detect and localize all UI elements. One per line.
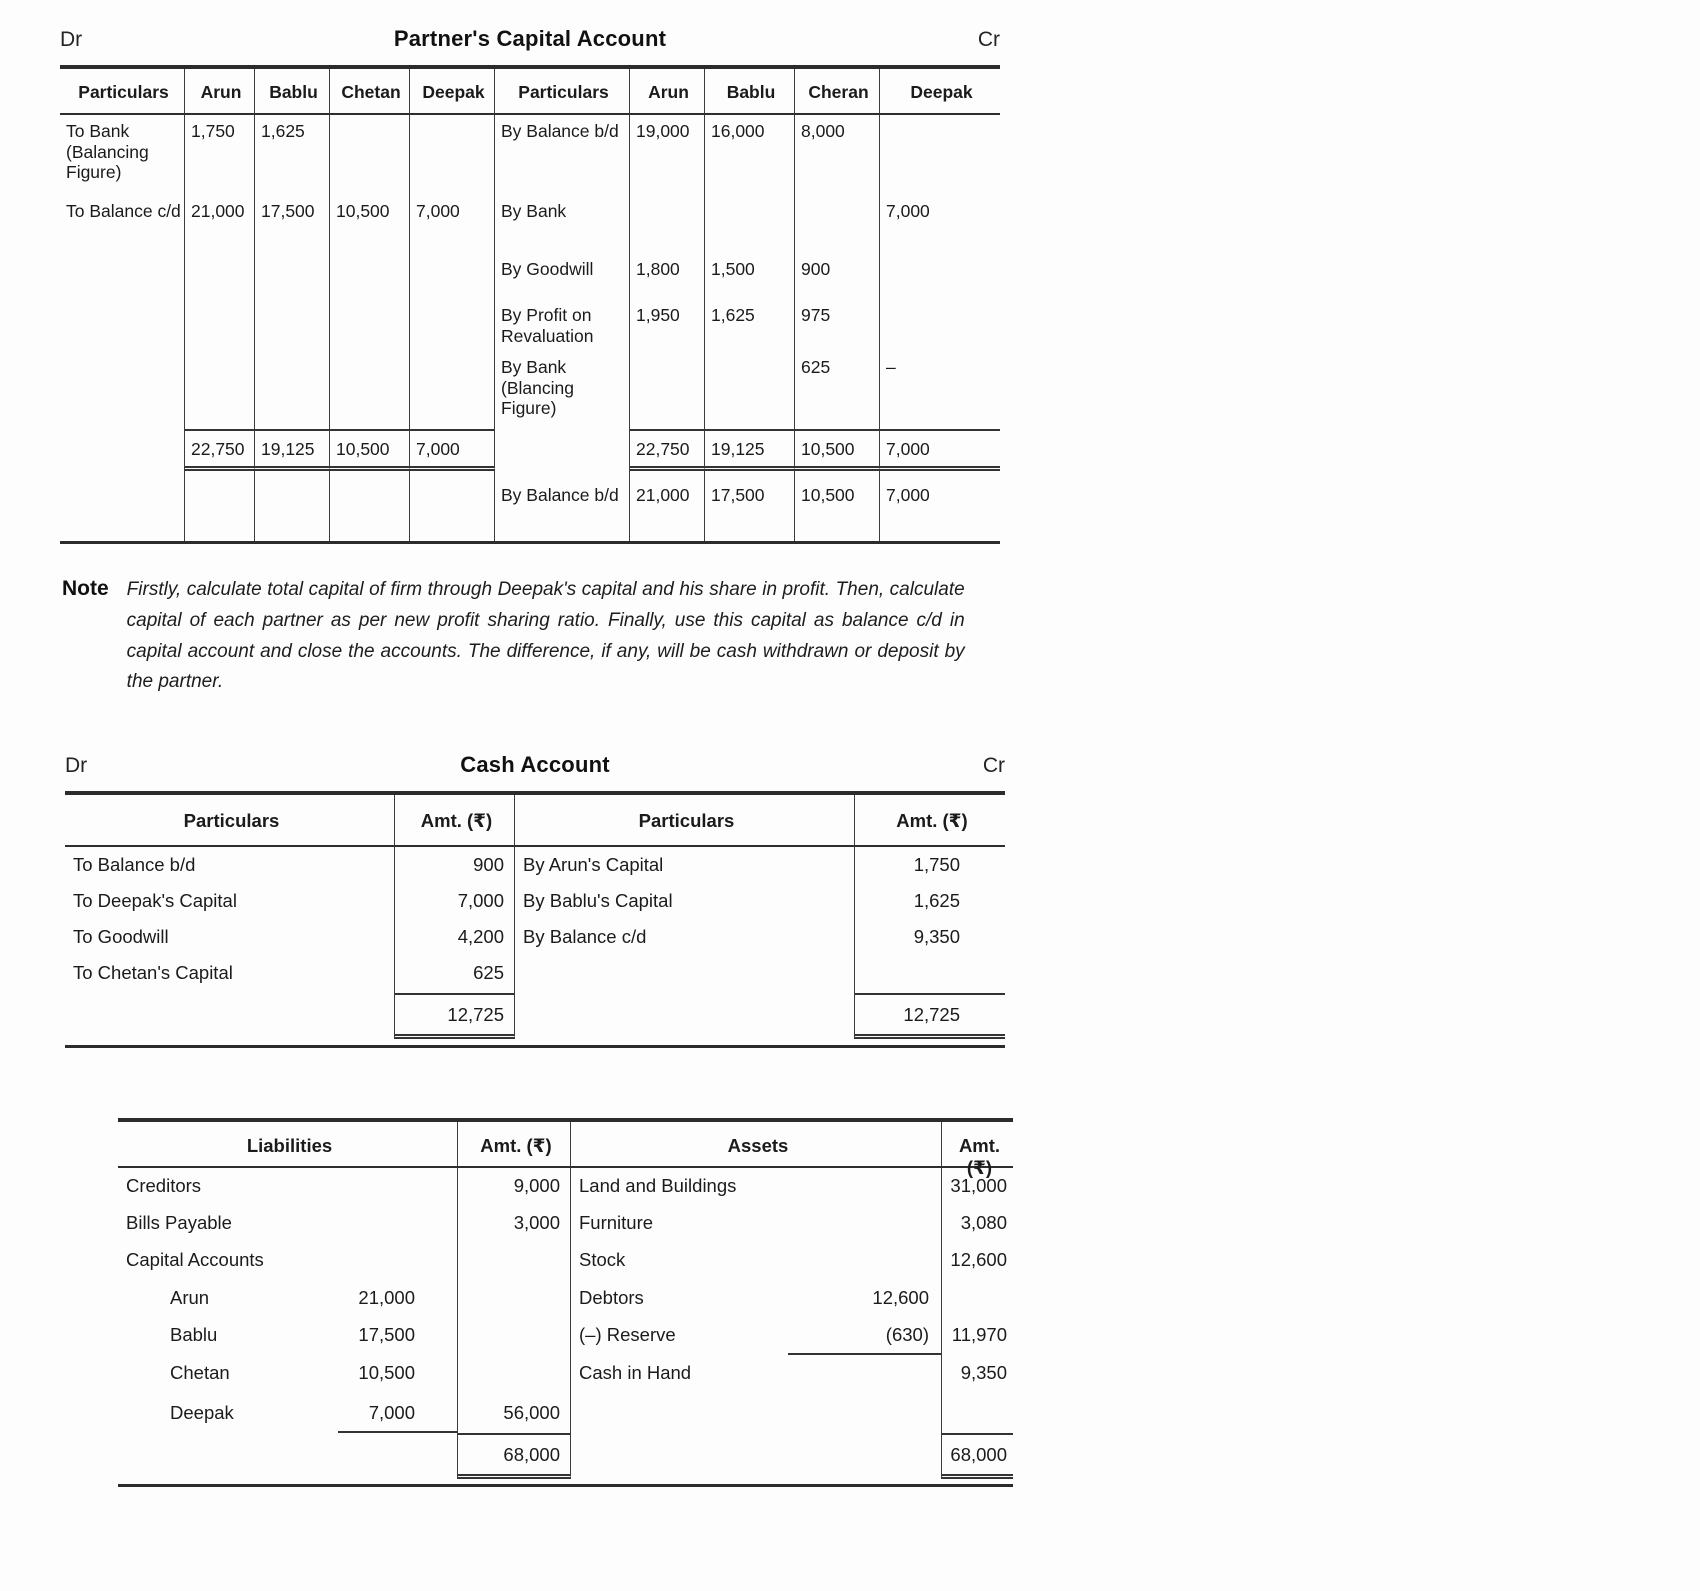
amount-cell: 21,000 bbox=[630, 471, 705, 541]
amount-cell: 7,000 bbox=[410, 195, 495, 253]
amount-cell: 7,000 bbox=[395, 883, 515, 919]
empty-cell bbox=[255, 299, 330, 351]
amount-cell: 625 bbox=[395, 955, 515, 993]
empty-cell bbox=[60, 471, 185, 541]
total-cell: 19,125 bbox=[705, 429, 795, 471]
amount-cell: 17,500 bbox=[255, 195, 330, 253]
amount-cell: 1,750 bbox=[185, 115, 255, 195]
empty-cell bbox=[705, 195, 795, 253]
total-cell: 7,000 bbox=[880, 429, 1000, 471]
header-cell: Amt. (₹) bbox=[855, 795, 1005, 847]
amount-cell: 1,950 bbox=[630, 299, 705, 351]
cash-account-section bbox=[65, 752, 1005, 1048]
empty-cell bbox=[338, 1433, 458, 1479]
capital-account-table bbox=[60, 65, 1000, 544]
header-cell: Deepak bbox=[410, 69, 495, 115]
asset-label: Stock bbox=[579, 1249, 626, 1270]
amount-cell: 975 bbox=[795, 299, 880, 351]
header-cell: Particulars bbox=[515, 795, 855, 847]
amount-cell: 12,600 bbox=[950, 1249, 1007, 1270]
empty-cell bbox=[788, 1205, 942, 1242]
header-cell: Amt. (₹) bbox=[942, 1122, 1013, 1168]
empty-cell bbox=[338, 1242, 458, 1280]
empty-cell bbox=[788, 1433, 942, 1479]
dr-label: Dr bbox=[60, 28, 83, 51]
partners-capital-account-section bbox=[60, 26, 1000, 544]
header-cell: Particulars bbox=[495, 69, 630, 115]
dr-label: Dr bbox=[65, 754, 88, 777]
header-cell: Arun bbox=[185, 69, 255, 115]
amount-cell: 625 bbox=[795, 351, 880, 429]
balance-sheet-section bbox=[118, 1118, 1013, 1487]
empty-cell bbox=[330, 299, 410, 351]
note-section bbox=[62, 575, 982, 698]
note-label: Note bbox=[62, 577, 109, 600]
amount-cell: 10,500 bbox=[330, 195, 410, 253]
amount-cell: 8,000 bbox=[795, 115, 880, 195]
amount-cell: 11,970 bbox=[951, 1324, 1007, 1345]
header-cell: Bablu bbox=[255, 69, 330, 115]
total-cell: 10,500 bbox=[330, 429, 410, 471]
amount-cell: 21,000 bbox=[185, 195, 255, 253]
empty-cell bbox=[330, 115, 410, 195]
empty-cell bbox=[515, 955, 855, 993]
empty-cell bbox=[705, 351, 795, 429]
empty-cell bbox=[458, 1317, 571, 1355]
empty-cell bbox=[330, 253, 410, 299]
asset-label: Land and Buildings bbox=[579, 1175, 737, 1196]
inner-amount-cell: 17,500 bbox=[338, 1317, 458, 1355]
empty-cell bbox=[630, 351, 705, 429]
amount-cell: 1,625 bbox=[255, 115, 330, 195]
header-cell: Amt. (₹) bbox=[458, 1122, 571, 1168]
liability-label: Arun bbox=[170, 1287, 210, 1308]
empty-cell bbox=[855, 955, 1005, 993]
account-title: Cash Account bbox=[460, 752, 610, 777]
empty-cell bbox=[788, 1168, 942, 1205]
empty-cell bbox=[60, 429, 185, 471]
header-cell: Particulars bbox=[65, 795, 395, 847]
total-cell: 22,750 bbox=[630, 429, 705, 471]
empty-cell bbox=[880, 299, 1000, 351]
total-cell: 7,000 bbox=[410, 429, 495, 471]
empty-cell bbox=[255, 351, 330, 429]
empty-cell bbox=[571, 1395, 788, 1433]
empty-cell bbox=[458, 1242, 571, 1280]
header-cell: Cheran bbox=[795, 69, 880, 115]
empty-cell bbox=[788, 1395, 942, 1433]
empty-cell bbox=[880, 115, 1000, 195]
asset-label: Furniture bbox=[579, 1212, 654, 1233]
empty-cell bbox=[330, 471, 410, 541]
asset-label: Cash in Hand bbox=[579, 1362, 692, 1383]
inner-amount-cell: 21,000 bbox=[338, 1280, 458, 1317]
amount-cell: 10,500 bbox=[795, 471, 880, 541]
empty-cell bbox=[515, 993, 855, 1039]
particulars-cell: To Deepak's Capital bbox=[65, 883, 395, 919]
empty-cell bbox=[338, 1168, 458, 1205]
amount-cell: 7,000 bbox=[886, 485, 930, 505]
inner-amount-cell: 12,600 bbox=[788, 1280, 942, 1317]
empty-cell bbox=[410, 253, 495, 299]
empty-cell bbox=[458, 1355, 571, 1395]
total-cell: 22,750 bbox=[185, 429, 255, 471]
particulars-cell: To Goodwill bbox=[65, 919, 395, 955]
account-heading bbox=[65, 752, 1005, 778]
empty-cell bbox=[880, 253, 1000, 299]
account-title: Partner's Capital Account bbox=[393, 26, 667, 51]
particulars-cell: To Balance b/d bbox=[65, 847, 395, 883]
header-cell: Liabilities bbox=[118, 1122, 458, 1168]
empty-cell bbox=[338, 1205, 458, 1242]
liability-label: Creditors bbox=[126, 1175, 202, 1196]
empty-cell bbox=[788, 1242, 942, 1280]
empty-cell bbox=[60, 253, 185, 299]
amount-cell: 31,000 bbox=[950, 1175, 1007, 1196]
total-cell: 10,500 bbox=[795, 429, 880, 471]
particulars-cell: By Balance b/d bbox=[495, 471, 630, 541]
amount-cell: 1,500 bbox=[705, 253, 795, 299]
empty-cell bbox=[60, 351, 185, 429]
amount-cell: 1,625 bbox=[705, 299, 795, 351]
particulars-cell: By Goodwill bbox=[495, 253, 630, 299]
cr-label: Cr bbox=[982, 754, 1005, 777]
empty-cell bbox=[255, 471, 330, 541]
particulars-cell: By Balance c/d bbox=[515, 919, 855, 955]
asset-label: (–) Reserve bbox=[579, 1324, 676, 1345]
header-cell: Deepak bbox=[880, 69, 1000, 115]
amount-cell: 1,625 bbox=[913, 890, 960, 911]
total-cell: 68,000 bbox=[942, 1433, 1013, 1479]
header-cell: Chetan bbox=[330, 69, 410, 115]
particulars-cell: To Bank (Balancing Figure) bbox=[60, 115, 185, 195]
particulars-cell: By Arun's Capital bbox=[515, 847, 855, 883]
empty-cell bbox=[795, 195, 880, 253]
empty-cell bbox=[410, 351, 495, 429]
empty-cell bbox=[495, 429, 630, 471]
cash-account-table bbox=[65, 791, 1005, 1048]
amount-cell: 900 bbox=[795, 253, 880, 299]
particulars-cell: To Balance c/d bbox=[60, 195, 185, 253]
note-text: Firstly, calculate total capital of firm through Deepak's capital and his share in profit. Then, calculate capital of each partner as per new profit sharing ratio. Finally, use this capital as balance c/d in capital account and close the accounts. The difference, if any, will be cash withdrawn or deposit by the partner. bbox=[126, 579, 965, 693]
header-cell: Assets bbox=[571, 1122, 942, 1168]
empty-cell bbox=[942, 1280, 1013, 1317]
header-cell: Particulars bbox=[60, 69, 185, 115]
amount-cell: 3,000 bbox=[458, 1205, 571, 1242]
empty-cell bbox=[330, 351, 410, 429]
total-cell: 12,725 bbox=[395, 993, 515, 1039]
balance-sheet-table bbox=[118, 1118, 1013, 1487]
amount-cell: 9,350 bbox=[913, 926, 960, 947]
amount-cell: 16,000 bbox=[705, 115, 795, 195]
total-cell: 19,125 bbox=[255, 429, 330, 471]
empty-cell bbox=[410, 299, 495, 351]
amount-cell: 900 bbox=[395, 847, 515, 883]
header-cell: Arun bbox=[630, 69, 705, 115]
liability-label: Bablu bbox=[170, 1324, 218, 1345]
total-cell: 68,000 bbox=[458, 1433, 571, 1479]
total-cell: 12,725 bbox=[855, 993, 1005, 1039]
particulars-cell: By Balance b/d bbox=[495, 115, 630, 195]
amount-cell: 56,000 bbox=[458, 1395, 571, 1433]
amount-cell: 7,000 bbox=[886, 201, 930, 221]
empty-cell bbox=[458, 1280, 571, 1317]
empty-cell bbox=[118, 1433, 338, 1479]
empty-cell bbox=[255, 253, 330, 299]
asset-label: Debtors bbox=[579, 1287, 644, 1308]
cr-label: Cr bbox=[977, 28, 1000, 51]
particulars-cell: By Profit on Revaluation bbox=[495, 299, 630, 351]
amount-cell: 19,000 bbox=[630, 115, 705, 195]
amount-cell: 17,500 bbox=[705, 471, 795, 541]
account-heading bbox=[60, 26, 1000, 52]
inner-amount-cell: (630) bbox=[788, 1317, 942, 1355]
empty-cell bbox=[571, 1433, 788, 1479]
empty-cell bbox=[185, 253, 255, 299]
amount-cell: 9,000 bbox=[458, 1168, 571, 1205]
particulars-cell: By Bank bbox=[495, 195, 630, 253]
header-cell: Amt. (₹) bbox=[395, 795, 515, 847]
empty-cell bbox=[185, 471, 255, 541]
inner-amount-cell: 7,000 bbox=[338, 1395, 458, 1433]
empty-cell bbox=[185, 299, 255, 351]
amount-cell: 4,200 bbox=[395, 919, 515, 955]
empty-cell bbox=[630, 195, 705, 253]
empty-cell bbox=[410, 115, 495, 195]
empty-cell bbox=[410, 471, 495, 541]
particulars-cell: To Chetan's Capital bbox=[65, 955, 395, 993]
amount-cell: 3,080 bbox=[960, 1212, 1007, 1233]
amount-cell: 1,800 bbox=[630, 253, 705, 299]
inner-amount-cell: 10,500 bbox=[338, 1355, 458, 1395]
particulars-cell: By Bablu's Capital bbox=[515, 883, 855, 919]
liability-label: Chetan bbox=[170, 1362, 230, 1383]
amount-cell: 9,350 bbox=[960, 1362, 1007, 1383]
empty-cell bbox=[60, 299, 185, 351]
empty-cell bbox=[942, 1395, 1013, 1433]
empty-cell bbox=[185, 351, 255, 429]
empty-cell bbox=[65, 993, 395, 1039]
liability-label: Bills Payable bbox=[126, 1212, 232, 1233]
amount-cell: – bbox=[886, 357, 896, 377]
amount-cell: 1,750 bbox=[913, 854, 960, 875]
liability-label: Capital Accounts bbox=[126, 1249, 264, 1270]
liability-label: Deepak bbox=[170, 1402, 234, 1423]
header-cell: Bablu bbox=[705, 69, 795, 115]
particulars-cell: By Bank (Blancing Figure) bbox=[495, 351, 630, 429]
empty-cell bbox=[788, 1355, 942, 1395]
